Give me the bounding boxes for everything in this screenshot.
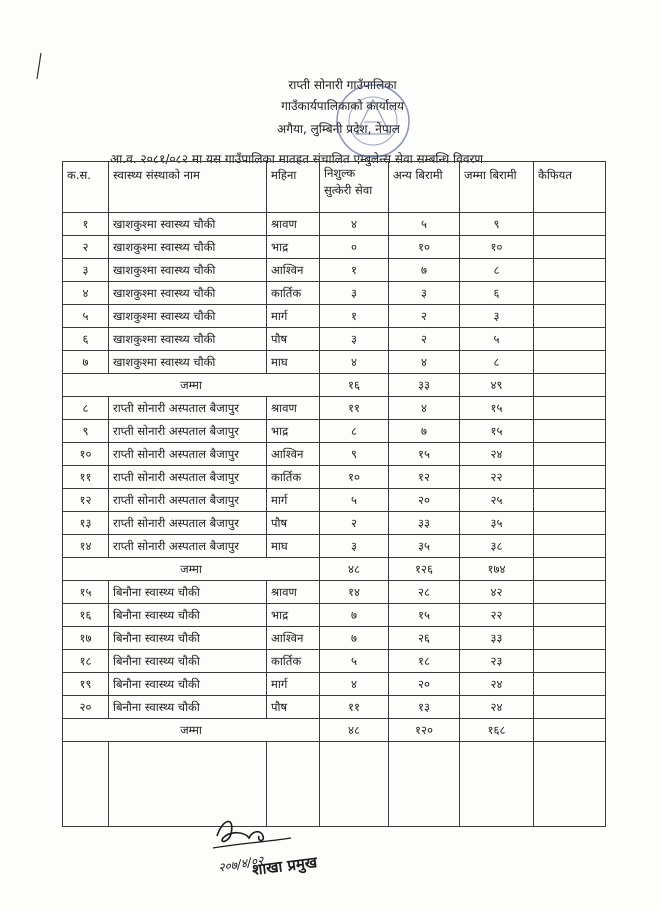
sn-cell: ३: [63, 259, 109, 282]
institution-cell: खाशकुश्मा स्वास्थ्य चौकी: [109, 305, 267, 328]
table-header-row: [63, 162, 606, 213]
other-patients-cell: १५: [389, 443, 460, 466]
col-header-total-patients: जम्मा बिरामी: [460, 162, 534, 213]
table-row: [63, 259, 606, 282]
institution-cell: खाशकुश्मा स्वास्थ्य चौकी: [109, 236, 267, 259]
sn-cell: १४: [63, 535, 109, 558]
office-stamp: [334, 82, 412, 160]
total-patients-cell: २४: [460, 696, 534, 719]
institution-cell: राप्ती सोनारी अस्पताल बैजापुर: [109, 512, 267, 535]
sn-cell: १०: [63, 443, 109, 466]
sn-cell: १८: [63, 650, 109, 673]
other-patients-cell: ४: [389, 397, 460, 420]
table-total-row: [63, 558, 606, 581]
remarks-cell: [534, 696, 606, 719]
other-patients-cell: २: [389, 305, 460, 328]
total-patients-cell: १५: [460, 420, 534, 443]
month-cell: कार्तिक: [267, 282, 320, 305]
sn-cell: ११: [63, 466, 109, 489]
free-maternity-cell: ११: [320, 397, 389, 420]
total-free-cell: ४८: [320, 719, 389, 742]
table-row: [63, 420, 606, 443]
table-body: [63, 213, 606, 827]
col-header-sn: क.स.: [63, 162, 109, 213]
sn-cell: २: [63, 236, 109, 259]
col-header-free-line2: सुत्केरी सेवा: [324, 183, 373, 197]
month-cell: भाद्र: [267, 604, 320, 627]
month-cell: श्रावण: [267, 213, 320, 236]
free-maternity-cell: ३: [320, 535, 389, 558]
sn-cell: १७: [63, 627, 109, 650]
month-cell: कार्तिक: [267, 466, 320, 489]
sn-cell: १: [63, 213, 109, 236]
remarks-cell: [534, 305, 606, 328]
remarks-cell: [534, 581, 606, 604]
sn-cell: ९: [63, 420, 109, 443]
total-total-cell: १७४: [460, 558, 534, 581]
institution-cell: खाशकुश्मा स्वास्थ्य चौकी: [109, 282, 267, 305]
remarks-cell: [534, 374, 606, 397]
total-free-cell: १६: [320, 374, 389, 397]
remarks-cell: [534, 604, 606, 627]
total-patients-cell: ३३: [460, 627, 534, 650]
remarks-cell: [534, 627, 606, 650]
remarks-cell: [534, 535, 606, 558]
remarks-cell: [534, 512, 606, 535]
other-patients-cell: २: [389, 328, 460, 351]
office-address: अगैया, लुम्बिनी प्रदेश, नेपाल: [277, 122, 400, 136]
table-row: [63, 236, 606, 259]
table-row: [63, 604, 606, 627]
table-row: [63, 466, 606, 489]
institution-cell: खाशकुश्मा स्वास्थ्य चौकी: [109, 351, 267, 374]
col-header-institution: स्वास्थ्य संस्थाको नाम: [109, 162, 267, 213]
free-maternity-cell: ४: [320, 673, 389, 696]
signature-date: २०७/४/०२: [217, 853, 265, 875]
table-row: [63, 581, 606, 604]
institution-cell: खाशकुश्मा स्वास्थ्य चौकी: [109, 328, 267, 351]
month-cell: भाद्र: [267, 236, 320, 259]
total-patients-cell: २२: [460, 466, 534, 489]
free-maternity-cell: १०: [320, 466, 389, 489]
institution-cell: राप्ती सोनारी अस्पताल बैजापुर: [109, 420, 267, 443]
sn-cell: ४: [63, 282, 109, 305]
table-row: [63, 328, 606, 351]
table-row: [63, 282, 606, 305]
table-total-row: [63, 719, 606, 742]
blank-cell: [534, 742, 606, 827]
other-patients-cell: ४: [389, 351, 460, 374]
remarks-cell: [534, 213, 606, 236]
remarks-cell: [534, 236, 606, 259]
total-patients-cell: २२: [460, 604, 534, 627]
month-cell: माघ: [267, 535, 320, 558]
other-patients-cell: २६: [389, 627, 460, 650]
remarks-cell: [534, 489, 606, 512]
total-free-cell: ४८: [320, 558, 389, 581]
total-patients-cell: ४२: [460, 581, 534, 604]
total-patients-cell: १५: [460, 397, 534, 420]
remarks-cell: [534, 397, 606, 420]
total-patients-cell: ९: [460, 213, 534, 236]
free-maternity-cell: ४: [320, 213, 389, 236]
blank-cell: [320, 742, 389, 827]
total-patients-cell: ६: [460, 282, 534, 305]
blank-cell: [460, 742, 534, 827]
office-name: राप्ती सोनारी गाउँपालिका: [288, 78, 397, 92]
sn-cell: १६: [63, 604, 109, 627]
other-patients-cell: ३५: [389, 535, 460, 558]
month-cell: भाद्र: [267, 420, 320, 443]
free-maternity-cell: १: [320, 259, 389, 282]
blank-cell: [389, 742, 460, 827]
free-maternity-cell: ३: [320, 282, 389, 305]
other-patients-cell: ७: [389, 259, 460, 282]
month-cell: पौष: [267, 696, 320, 719]
signature-caption: शाखा प्रमुख: [251, 853, 319, 879]
table-row: [63, 305, 606, 328]
table-row: [63, 673, 606, 696]
month-cell: पौष: [267, 512, 320, 535]
month-cell: मार्ग: [267, 489, 320, 512]
col-header-free-maternity: [320, 162, 389, 213]
col-header-remarks: कैफियत: [534, 162, 606, 213]
table-row: [63, 213, 606, 236]
col-header-other-patients: अन्य बिरामी: [389, 162, 460, 213]
remarks-cell: [534, 673, 606, 696]
free-maternity-cell: ९: [320, 443, 389, 466]
remarks-cell: [534, 282, 606, 305]
institution-cell: बिनौना स्वास्थ्य चौकी: [109, 650, 267, 673]
sn-cell: ७: [63, 351, 109, 374]
table-row: [63, 351, 606, 374]
total-patients-cell: २४: [460, 673, 534, 696]
free-maternity-cell: ८: [320, 420, 389, 443]
total-patients-cell: २४: [460, 443, 534, 466]
institution-cell: राप्ती सोनारी अस्पताल बैजापुर: [109, 535, 267, 558]
total-other-cell: १२६: [389, 558, 460, 581]
institution-cell: राप्ती सोनारी अस्पताल बैजापुर: [109, 489, 267, 512]
total-patients-cell: १०: [460, 236, 534, 259]
table-row: [63, 397, 606, 420]
total-patients-cell: ३८: [460, 535, 534, 558]
remarks-cell: [534, 466, 606, 489]
other-patients-cell: २०: [389, 489, 460, 512]
other-patients-cell: ३३: [389, 512, 460, 535]
free-maternity-cell: १४: [320, 581, 389, 604]
free-maternity-cell: ७: [320, 604, 389, 627]
table-row: [63, 650, 606, 673]
free-maternity-cell: १: [320, 305, 389, 328]
institution-cell: बिनौना स्वास्थ्य चौकी: [109, 696, 267, 719]
total-patients-cell: ५: [460, 328, 534, 351]
sn-cell: १५: [63, 581, 109, 604]
month-cell: आश्विन: [267, 259, 320, 282]
office-subtitle: गाउँकार्यपालिकाको कार्यालय: [281, 99, 404, 113]
sn-cell: १२: [63, 489, 109, 512]
total-patients-cell: २५: [460, 489, 534, 512]
remarks-cell: [534, 328, 606, 351]
total-patients-cell: ३५: [460, 512, 534, 535]
institution-cell: राप्ती सोनारी अस्पताल बैजापुर: [109, 397, 267, 420]
remarks-cell: [534, 420, 606, 443]
institution-cell: खाशकुश्मा स्वास्थ्य चौकी: [109, 259, 267, 282]
total-patients-cell: ८: [460, 259, 534, 282]
month-cell: श्रावण: [267, 581, 320, 604]
free-maternity-cell: ७: [320, 627, 389, 650]
remarks-cell: [534, 443, 606, 466]
total-total-cell: ४९: [460, 374, 534, 397]
month-cell: श्रावण: [267, 397, 320, 420]
other-patients-cell: ५: [389, 213, 460, 236]
total-patients-cell: २३: [460, 650, 534, 673]
remarks-cell: [534, 259, 606, 282]
report-title: आ.व. २०८१/०८२ मा यस गाउँपालिका मातहत संचालित एम्बुलेन्स सेवा सम्बन्धि विवरण: [110, 152, 484, 166]
table-row: [63, 443, 606, 466]
blank-row: [63, 742, 606, 827]
other-patients-cell: ३: [389, 282, 460, 305]
sn-cell: १९: [63, 673, 109, 696]
institution-cell: बिनौना स्वास्थ्य चौकी: [109, 581, 267, 604]
sn-cell: १३: [63, 512, 109, 535]
remarks-cell: [534, 558, 606, 581]
table-row: [63, 489, 606, 512]
other-patients-cell: २०: [389, 673, 460, 696]
remarks-cell: [534, 650, 606, 673]
month-cell: माघ: [267, 351, 320, 374]
total-total-cell: १६८: [460, 719, 534, 742]
table-total-row: [63, 374, 606, 397]
other-patients-cell: १५: [389, 604, 460, 627]
table-row: [63, 696, 606, 719]
table-row: [63, 627, 606, 650]
ambulance-service-table: [62, 161, 606, 827]
other-patients-cell: ७: [389, 420, 460, 443]
month-cell: आश्विन: [267, 627, 320, 650]
free-maternity-cell: ०: [320, 236, 389, 259]
other-patients-cell: १३: [389, 696, 460, 719]
month-cell: पौष: [267, 328, 320, 351]
other-patients-cell: १२: [389, 466, 460, 489]
month-cell: आश्विन: [267, 443, 320, 466]
institution-cell: बिनौना स्वास्थ्य चौकी: [109, 673, 267, 696]
table-row: [63, 535, 606, 558]
sn-cell: २०: [63, 696, 109, 719]
total-other-cell: १२०: [389, 719, 460, 742]
total-other-cell: ३३: [389, 374, 460, 397]
institution-cell: खाशकुश्मा स्वास्थ्य चौकी: [109, 213, 267, 236]
institution-cell: राप्ती सोनारी अस्पताल बैजापुर: [109, 443, 267, 466]
sn-cell: ५: [63, 305, 109, 328]
remarks-cell: [534, 719, 606, 742]
month-cell: कार्तिक: [267, 650, 320, 673]
free-maternity-cell: २: [320, 512, 389, 535]
other-patients-cell: १०: [389, 236, 460, 259]
other-patients-cell: १८: [389, 650, 460, 673]
table-row: [63, 512, 606, 535]
free-maternity-cell: ५: [320, 489, 389, 512]
free-maternity-cell: ३: [320, 328, 389, 351]
institution-cell: बिनौना स्वास्थ्य चौकी: [109, 627, 267, 650]
total-label: जम्मा: [63, 719, 320, 742]
sn-cell: ६: [63, 328, 109, 351]
institution-cell: बिनौना स्वास्थ्य चौकी: [109, 604, 267, 627]
total-patients-cell: ८: [460, 351, 534, 374]
free-maternity-cell: ११: [320, 696, 389, 719]
free-maternity-cell: ४: [320, 351, 389, 374]
remarks-cell: [534, 351, 606, 374]
col-header-month: महिना: [267, 162, 320, 213]
month-cell: मार्ग: [267, 305, 320, 328]
total-label: जम्मा: [63, 558, 320, 581]
institution-cell: राप्ती सोनारी अस्पताल बैजापुर: [109, 466, 267, 489]
total-patients-cell: ३: [460, 305, 534, 328]
col-header-free-line1: निशुल्क: [324, 166, 356, 180]
blank-cell: [63, 742, 109, 827]
month-cell: मार्ग: [267, 673, 320, 696]
sn-cell: ८: [63, 397, 109, 420]
free-maternity-cell: ५: [320, 650, 389, 673]
other-patients-cell: २८: [389, 581, 460, 604]
total-label: जम्मा: [63, 374, 320, 397]
